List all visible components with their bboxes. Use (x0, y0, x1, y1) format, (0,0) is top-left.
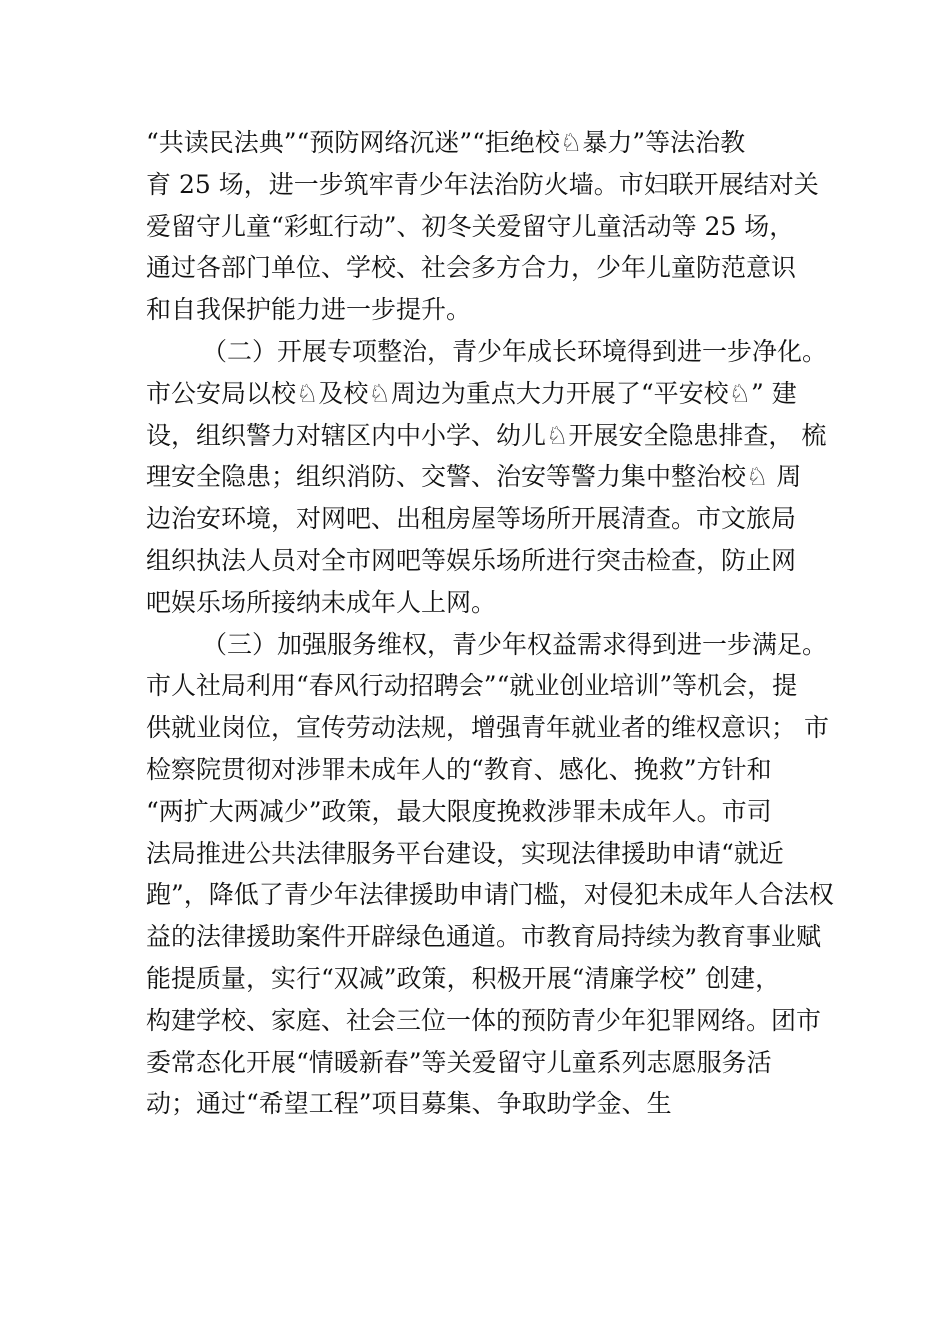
text-line: 法局推进公共法律服务平台建设，实现法律援助申请“就近 (146, 838, 784, 868)
section-heading-2: （二）开展专项整治，青少年成长环境得到进一步净化。 (202, 336, 828, 366)
text-line: 边治安环境，对网吧、出租房屋等场所开展清查。市文旅局 (146, 504, 797, 534)
text-line: 爱留守儿童“彩虹行动”、初冬关爱留守儿童活动等 25 场， (146, 211, 795, 241)
text-line: 委常态化开展“情暖新春”等关爱留守儿童系列志愿服务活 (146, 1047, 772, 1077)
text-line: 市公安局以校♘及校♘周边为重点大力开展了“平安校♘” 建 (146, 378, 797, 408)
text-line: 和自我保护能力进一步提升。 (146, 295, 472, 325)
text-line: 理安全隐患；组织消防、交警、治安等警力集中整治校♘ 周 (146, 462, 802, 492)
text-line: 供就业岗位，宣传劳动法规，增强青年就业者的维权意识； 市 (146, 713, 829, 743)
text-line: 动；通过“希望工程”项目募集、争取助学金、生 (146, 1089, 672, 1119)
text-line: “共读民法典”“预防网络沉迷”“拒绝校♘暴力”等法治教 (146, 128, 746, 157)
body-text (146, 122, 834, 1125)
text-line: 构建学校、家庭、社会三位一体的预防青少年犯罪网络。团市 (146, 1005, 822, 1035)
text-line: “两扩大两减少”政策，最大限度挽救涉罪未成年人。市司 (146, 796, 772, 826)
section-heading-3: （三）加强服务维权，青少年权益需求得到进一步满足。 (202, 629, 828, 659)
text-line: 设，组织警力对辖区内中小学、幼儿♘开展安全隐患排查， 梳 (146, 420, 827, 450)
text-line: 育 25 场，进一步筑牢青少年法治防火墙。市妇联开展结对关 (146, 169, 819, 199)
text-line: 通过各部门单位、学校、社会多方合力，少年儿童防范意识 (146, 253, 797, 283)
text-line: 检察院贯彻对涉罪未成年人的“教育、感化、挽救”方针和 (146, 754, 772, 784)
text-line: 益的法律援助案件开辟绿色通道。市教育局持续为教育事业赋 (146, 922, 822, 952)
text-line: 能提质量，实行“双减”政策，积极开展“清廉学校” 创建， (146, 963, 781, 993)
text-line: 跑”，降低了青少年法律援助申请门槛，对侵犯未成年人合法权 (146, 880, 834, 910)
text-line: 吧娱乐场所接纳未成年人上网。 (146, 587, 497, 617)
text-line: 市人社局利用“春风行动招聘会”“就业创业培训”等机会，提 (146, 671, 798, 701)
text-line: 组织执法人员对全市网吧等娱乐场所进行突击检查，防止网 (146, 545, 797, 575)
